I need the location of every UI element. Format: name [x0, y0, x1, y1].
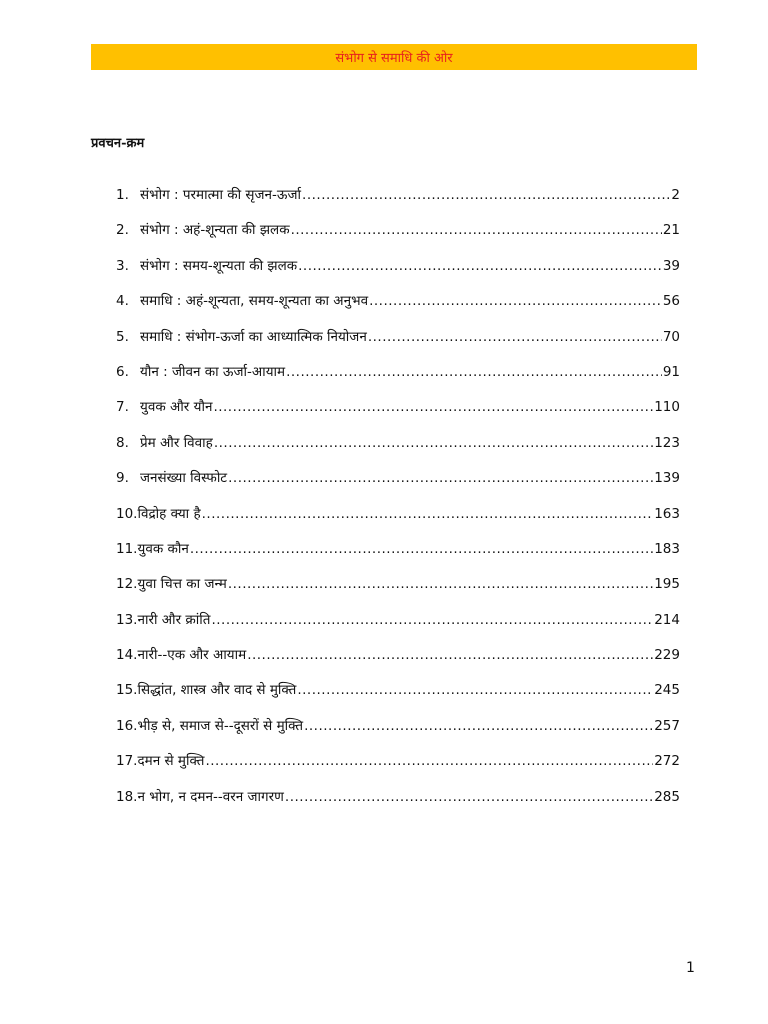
toc-entry-title: समाधि : संभोग-ऊर्जा का आध्यात्मिक नियोजन	[140, 328, 367, 345]
toc-entry[interactable]	[116, 362, 680, 397]
toc-entry-page: 257	[654, 717, 680, 734]
toc-entry[interactable]	[116, 610, 680, 645]
toc-entry-page: 56	[662, 293, 680, 310]
toc-dot-leader	[286, 364, 662, 380]
toc-dot-leader	[304, 718, 653, 734]
toc-entry[interactable]	[116, 291, 680, 326]
toc-entry-number: 11.	[116, 540, 138, 557]
toc-entry-number: 4.	[116, 293, 129, 310]
book-title: संभोग से समाधि की ओर	[335, 51, 453, 66]
toc-dot-leader	[190, 541, 653, 557]
toc-entry-title: संभोग : अहं-शून्यता की झलक	[140, 222, 290, 239]
toc-entry-page: 163	[654, 505, 680, 522]
toc-entry-page: 245	[654, 682, 680, 699]
toc-entry-number: 17.	[116, 753, 138, 770]
toc-entry-page: 21	[662, 222, 680, 239]
toc-dot-leader	[298, 258, 662, 274]
toc-entry-number: 5.	[116, 328, 129, 345]
toc-dot-leader	[205, 753, 653, 769]
toc-entry-title: प्रेम और विवाह	[140, 434, 213, 451]
toc-entry[interactable]	[116, 539, 680, 574]
toc-dot-leader	[368, 329, 662, 345]
toc-entry-title: भीड़ से, समाज से--दूसरों से मुक्ति	[137, 717, 304, 734]
toc-dot-leader	[213, 399, 653, 415]
toc-entry-title: नारी--एक और आयाम	[137, 647, 247, 664]
toc-entry-number: 6.	[116, 363, 129, 380]
toc-entry-page: 70	[662, 328, 680, 345]
toc-entry-number: 13.	[116, 611, 138, 628]
toc-entry[interactable]	[116, 397, 680, 432]
toc-entry-page: 214	[654, 611, 680, 628]
toc-entry-page: 2	[671, 187, 680, 203]
toc-dot-leader	[211, 612, 653, 628]
toc-entry[interactable]	[116, 716, 680, 751]
toc-entry[interactable]	[116, 468, 680, 503]
toc-entry-page: 139	[654, 470, 680, 487]
toc-entry-number: 2.	[116, 222, 129, 239]
table-of-contents	[116, 185, 680, 822]
toc-entry-page: 229	[654, 647, 680, 664]
toc-dot-leader	[202, 506, 654, 522]
toc-entry-number: 12.	[116, 576, 138, 593]
toc-entry-number: 1.	[116, 187, 129, 203]
toc-entry[interactable]	[116, 680, 680, 715]
toc-entry-number: 3.	[116, 257, 129, 274]
toc-entry-page: 195	[654, 576, 680, 593]
toc-entry[interactable]	[116, 433, 680, 468]
header-bar	[91, 44, 697, 70]
toc-entry[interactable]	[116, 185, 680, 220]
toc-entry-page: 183	[654, 540, 680, 557]
toc-entry[interactable]	[116, 787, 680, 822]
toc-entry-page: 272	[654, 753, 680, 770]
toc-entry[interactable]	[116, 751, 680, 786]
section-heading: प्रवचन-क्रम	[91, 136, 145, 151]
toc-entry-title: संभोग : परमात्मा की सृजन-ऊर्जा	[140, 187, 302, 203]
toc-entry[interactable]	[116, 256, 680, 291]
toc-entry-title: नारी और क्रांति	[137, 611, 211, 628]
toc-entry-page: 110	[654, 399, 680, 416]
toc-entry[interactable]	[116, 220, 680, 255]
toc-entry-page: 39	[662, 257, 680, 274]
toc-entry-title: दमन से मुक्ति	[137, 753, 205, 770]
toc-entry-number: 10.	[116, 505, 138, 522]
toc-entry[interactable]	[116, 327, 680, 362]
page-number: 1	[686, 960, 695, 976]
toc-entry-page: 91	[662, 363, 680, 380]
toc-entry-number: 18.	[116, 788, 138, 805]
toc-entry-title: युवक कौन	[137, 540, 189, 557]
toc-dot-leader	[228, 576, 653, 592]
toc-entry-number: 7.	[116, 399, 129, 416]
toc-dot-leader	[228, 470, 653, 486]
toc-entry-title: विद्रोह क्या है	[137, 505, 201, 522]
toc-dot-leader	[302, 187, 670, 203]
toc-dot-leader	[291, 222, 662, 238]
toc-entry-number: 14.	[116, 647, 138, 664]
toc-entry-title: सिद्धांत, शास्त्र और वाद से मुक्ति	[137, 682, 297, 699]
toc-entry-title: न भोग, न दमन--वरन जागरण	[137, 788, 284, 805]
toc-entry-number: 9.	[116, 470, 129, 487]
toc-entry-title: युवक और यौन	[140, 399, 213, 416]
toc-dot-leader	[369, 293, 662, 309]
toc-entry-title: युवा चित्त का जन्म	[137, 576, 227, 593]
toc-entry-title: संभोग : समय-शून्यता की झलक	[140, 257, 298, 274]
toc-dot-leader	[285, 789, 653, 805]
toc-entry-number: 16.	[116, 717, 138, 734]
toc-entry-page: 285	[654, 788, 680, 805]
toc-entry-title: यौन : जीवन का ऊर्जा-आयाम	[140, 363, 286, 380]
toc-entry-number: 8.	[116, 434, 129, 451]
toc-entry-title: समाधि : अहं-शून्यता, समय-शून्यता का अनुभव	[140, 293, 369, 310]
toc-dot-leader	[247, 647, 653, 663]
toc-dot-leader	[214, 435, 653, 451]
toc-dot-leader	[297, 682, 653, 698]
toc-entry[interactable]	[116, 504, 680, 539]
toc-entry[interactable]	[116, 645, 680, 680]
toc-entry-title: जनसंख्या विस्फोट	[140, 470, 228, 487]
toc-entry[interactable]	[116, 574, 680, 609]
toc-entry-number: 15.	[116, 682, 138, 699]
toc-entry-page: 123	[654, 434, 680, 451]
